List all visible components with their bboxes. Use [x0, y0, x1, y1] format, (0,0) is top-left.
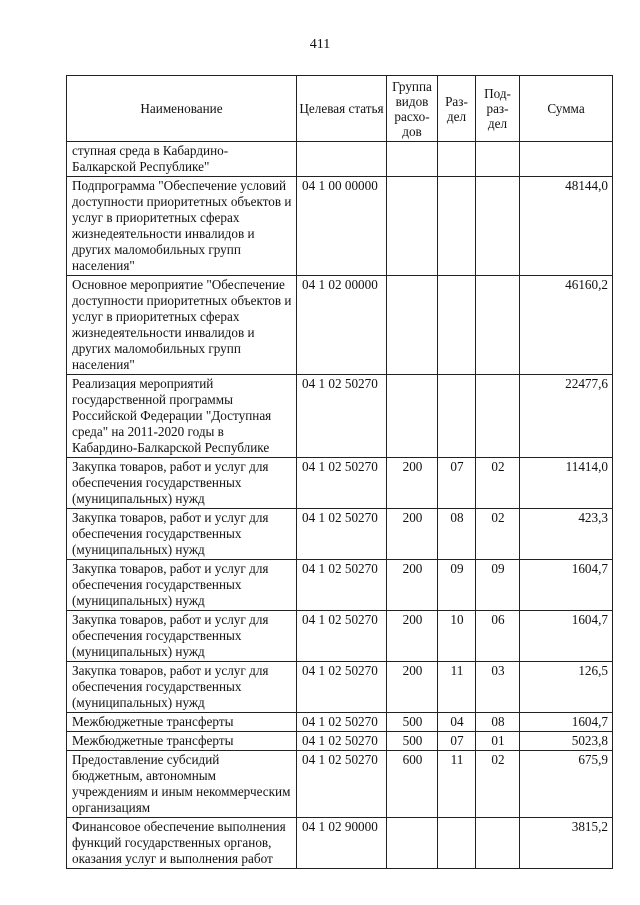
table-row	[67, 818, 613, 869]
row-subsection: 09	[476, 560, 520, 611]
table-row	[67, 611, 613, 662]
row-name: Закупка товаров, работ и услуг для обеспечения государственных (муниципальных) нужд	[67, 662, 297, 713]
row-target-article: 04 1 02 50270	[297, 458, 387, 509]
row-name: Основное мероприятие "Обеспечение доступности приоритетных объектов и услуг в приоритетных сферах жизнедеятельности инвалидов и других маломобильных групп населения"	[67, 276, 297, 375]
row-section: 07	[438, 732, 476, 751]
row-name: Закупка товаров, работ и услуг для обеспечения государственных (муниципальных) нужд	[67, 458, 297, 509]
row-target-article: 04 1 02 00000	[297, 276, 387, 375]
row-subsection	[476, 177, 520, 276]
row-sum	[520, 142, 613, 177]
table-row	[67, 375, 613, 458]
row-name: Межбюджетные трансферты	[67, 732, 297, 751]
row-target-article: 04 1 02 50270	[297, 662, 387, 713]
table-row	[67, 751, 613, 818]
row-section	[438, 375, 476, 458]
row-sum: 1604,7	[520, 611, 613, 662]
row-subsection	[476, 142, 520, 177]
row-section: 11	[438, 662, 476, 713]
row-target-article: 04 1 02 50270	[297, 713, 387, 732]
table-row	[67, 509, 613, 560]
row-name: ступная среда в Кабардино-Балкарской Республике"	[67, 142, 297, 177]
row-section: 09	[438, 560, 476, 611]
row-sum: 675,9	[520, 751, 613, 818]
row-expense-group: 200	[387, 611, 438, 662]
row-sum: 11414,0	[520, 458, 613, 509]
row-target-article	[297, 142, 387, 177]
row-section: 04	[438, 713, 476, 732]
row-expense-group: 200	[387, 560, 438, 611]
header-expense-group: Группа видов расхо-дов	[387, 76, 438, 142]
row-target-article: 04 1 02 50270	[297, 751, 387, 818]
row-subsection: 03	[476, 662, 520, 713]
row-name: Закупка товаров, работ и услуг для обеспечения государственных (муниципальных) нужд	[67, 509, 297, 560]
row-subsection: 02	[476, 751, 520, 818]
row-section: 07	[438, 458, 476, 509]
table-row	[67, 662, 613, 713]
row-expense-group	[387, 818, 438, 869]
row-section	[438, 276, 476, 375]
table-row	[67, 732, 613, 751]
row-sum: 3815,2	[520, 818, 613, 869]
row-expense-group: 200	[387, 509, 438, 560]
row-subsection	[476, 818, 520, 869]
table-row	[67, 713, 613, 732]
row-subsection: 02	[476, 509, 520, 560]
row-target-article: 04 1 02 50270	[297, 560, 387, 611]
row-section: 11	[438, 751, 476, 818]
row-name: Реализация мероприятий государственной программы Российской Федерации "Доступная среда" на 2011-2020 годы в Кабардино-Балкарской Республике	[67, 375, 297, 458]
row-name: Закупка товаров, работ и услуг для обеспечения государственных (муниципальных) нужд	[67, 560, 297, 611]
row-expense-group: 600	[387, 751, 438, 818]
row-subsection: 08	[476, 713, 520, 732]
row-section	[438, 142, 476, 177]
table-row	[67, 276, 613, 375]
row-expense-group: 500	[387, 732, 438, 751]
row-sum: 1604,7	[520, 560, 613, 611]
header-target-article: Целевая статья	[297, 76, 387, 142]
table-header-row	[67, 76, 613, 142]
row-name: Межбюджетные трансферты	[67, 713, 297, 732]
row-target-article: 04 1 02 50270	[297, 611, 387, 662]
row-section: 10	[438, 611, 476, 662]
row-target-article: 04 1 02 50270	[297, 732, 387, 751]
row-expense-group	[387, 142, 438, 177]
row-subsection: 06	[476, 611, 520, 662]
header-sum: Сумма	[520, 76, 613, 142]
row-subsection	[476, 375, 520, 458]
row-expense-group: 200	[387, 458, 438, 509]
row-name: Закупка товаров, работ и услуг для обеспечения государственных (муниципальных) нужд	[67, 611, 297, 662]
table-row	[67, 560, 613, 611]
row-sum: 423,3	[520, 509, 613, 560]
row-expense-group	[387, 177, 438, 276]
row-subsection	[476, 276, 520, 375]
row-expense-group	[387, 276, 438, 375]
row-sum: 5023,8	[520, 732, 613, 751]
row-name: Финансовое обеспечение выполнения функций государственных органов, оказания услуг и выполнения работ	[67, 818, 297, 869]
table-row	[67, 142, 613, 177]
row-target-article: 04 1 00 00000	[297, 177, 387, 276]
table-row	[67, 458, 613, 509]
row-sum: 1604,7	[520, 713, 613, 732]
row-subsection: 02	[476, 458, 520, 509]
row-subsection: 01	[476, 732, 520, 751]
header-subsection: Под-раз-дел	[476, 76, 520, 142]
row-expense-group	[387, 375, 438, 458]
row-sum: 48144,0	[520, 177, 613, 276]
page-number: 411	[309, 37, 331, 52]
budget-table	[66, 75, 613, 869]
row-sum: 46160,2	[520, 276, 613, 375]
row-target-article: 04 1 02 50270	[297, 509, 387, 560]
row-sum: 22477,6	[520, 375, 613, 458]
row-section: 08	[438, 509, 476, 560]
header-name: Наименование	[67, 76, 297, 142]
row-name: Подпрограмма "Обеспечение условий доступности приоритетных объектов и услуг в приоритетных сферах жизнедеятельности инвалидов и других маломобильных групп населения"	[67, 177, 297, 276]
row-expense-group: 500	[387, 713, 438, 732]
table-body	[67, 142, 613, 869]
row-section	[438, 818, 476, 869]
row-target-article: 04 1 02 90000	[297, 818, 387, 869]
row-name: Предоставление субсидий бюджетным, автономным учреждениям и иным некоммерческим организациям	[67, 751, 297, 818]
table-row	[67, 177, 613, 276]
row-section	[438, 177, 476, 276]
row-target-article: 04 1 02 50270	[297, 375, 387, 458]
row-sum: 126,5	[520, 662, 613, 713]
row-expense-group: 200	[387, 662, 438, 713]
header-section: Раз-дел	[438, 76, 476, 142]
